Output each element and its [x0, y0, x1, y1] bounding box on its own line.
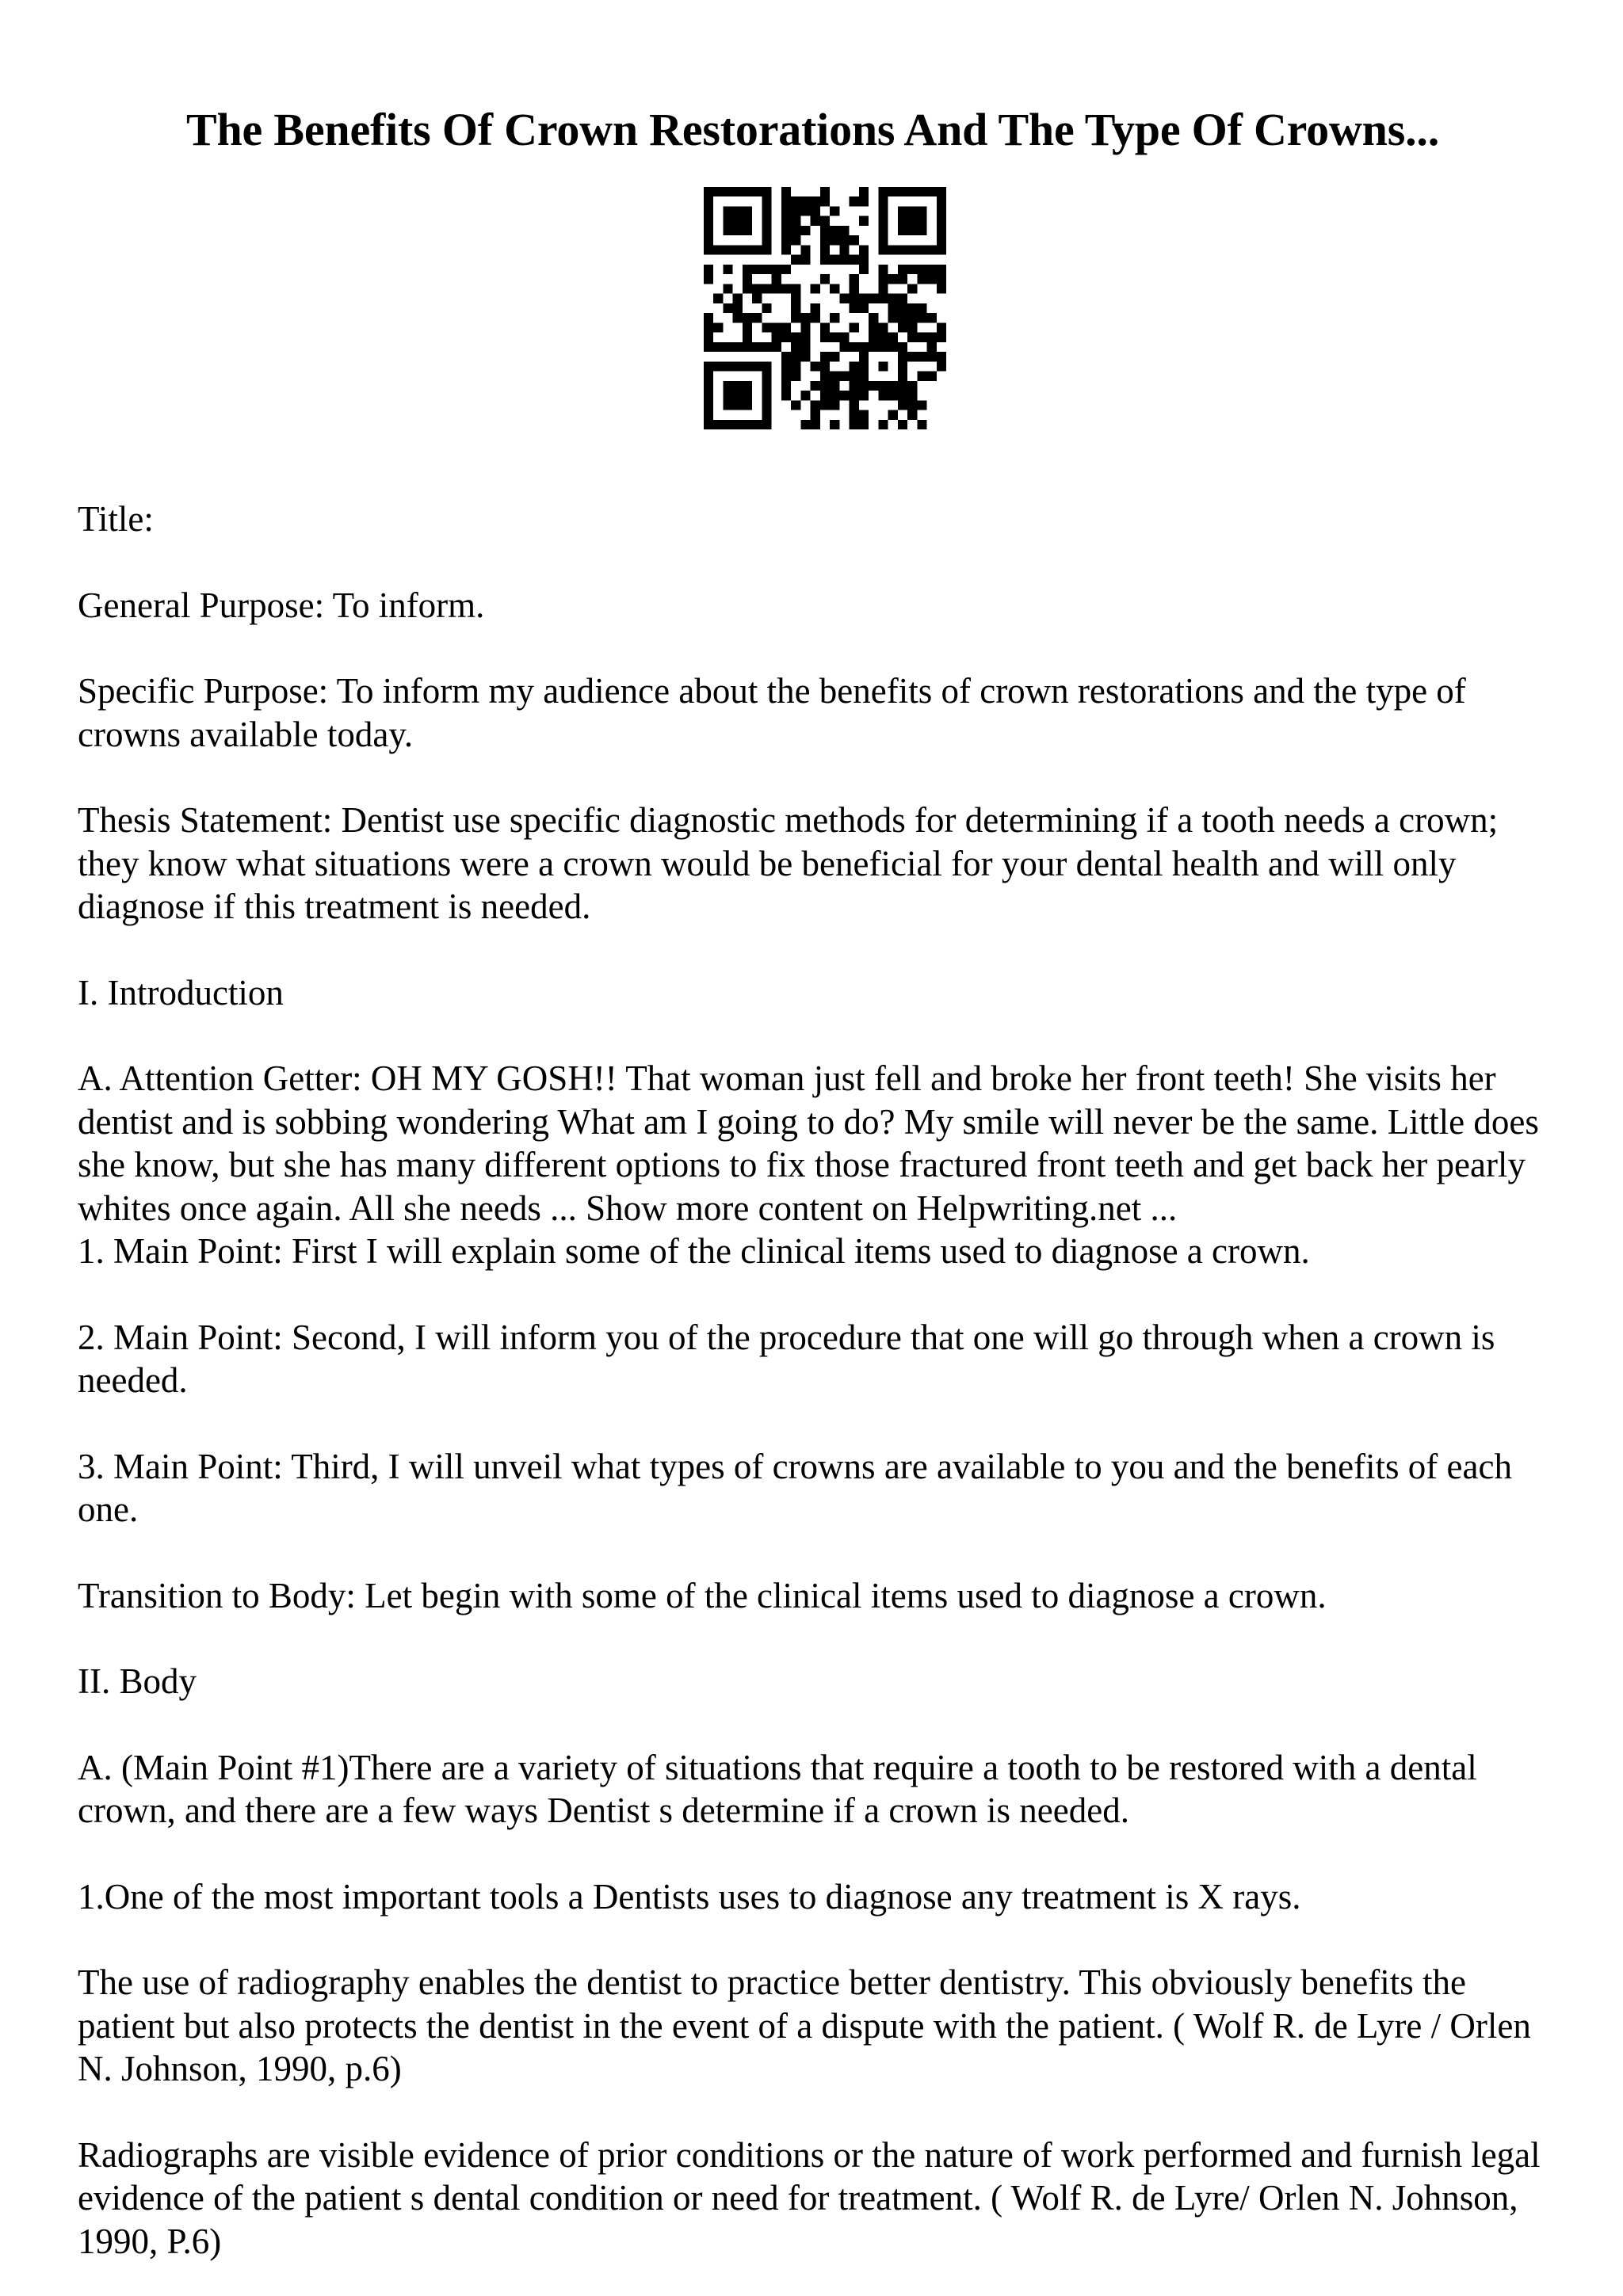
paragraph-body-main-point-1: A. (Main Point #1)There are a variety of situations that require a tooth to be restored with a dental crown, and there are a few ways Dentist s determine if a crown is needed.: [78, 1747, 1477, 1830]
paragraph-xrays: 1.One of the most important tools a Dentists uses to diagnose any treatment is X rays.: [78, 1876, 1301, 1917]
paragraph-thesis-statement: Thesis Statement: Dentist use specific diagnostic methods for determining if a tooth needs a crown; they know what situations were a crown would be beneficial for your dental health and will only diagnose if this treatment is needed.: [78, 800, 1499, 926]
paragraph-general-purpose: General Purpose: To inform.: [78, 585, 485, 625]
document-title: The Benefits Of Crown Restorations And The Type Of Crowns...: [186, 104, 1439, 155]
document-body: [78, 498, 1548, 2263]
paragraph-main-point-3: 3. Main Point: Third, I will unveil what types of crowns are available to you and the benefits of each one.: [78, 1446, 1512, 1529]
heading-introduction: I. Introduction: [78, 972, 284, 1013]
paragraph-main-point-2: 2. Main Point: Second, I will inform you of the procedure that one will go through when a crown is needed.: [78, 1317, 1495, 1400]
paragraph-radiography: The use of radiography enables the dentist to practice better dentistry. This obviously benefits the patient but also protects the dentist in the event of a dispute with the patient. ( Wolf R. de Lyre / Orlen N. Johnson, 1990, p.6): [78, 1962, 1531, 2088]
qr-code-container: [78, 187, 1548, 429]
paragraph-main-point-1: 1. Main Point: First I will explain some of the clinical items used to diagnose a crown.: [78, 1231, 1310, 1271]
qr-code-icon: [704, 187, 946, 429]
paragraph-radiographs: Radiographs are visible evidence of prior conditions or the nature of work performed and furnish legal evidence of the patient s dental condition or need for treatment. ( Wolf R. de Lyre/ Orlen N. Johnson, 1990, P.6): [78, 2134, 1541, 2261]
paragraph-specific-purpose: Specific Purpose: To inform my audience about the benefits of crown restorations and the type of crowns available today.: [78, 671, 1466, 754]
heading-body: II. Body: [78, 1661, 197, 1701]
paragraph-title-label: Title:: [78, 499, 154, 539]
paragraph-attention-getter: A. Attention Getter: OH MY GOSH!! That woman just fell and broke her front teeth! She visits her dentist and is sobbing wondering What am I going to do? My smile will never be the same. Little does she know, but she has many different options to fix those fractured front teeth and get back her pearly whites once again. All she needs ... Show more content on Helpwriting.net ...: [78, 1058, 1539, 1228]
paragraph-transition-to-body: Transition to Body: Let begin with some of the clinical items used to diagnose a crown.: [78, 1575, 1327, 1615]
